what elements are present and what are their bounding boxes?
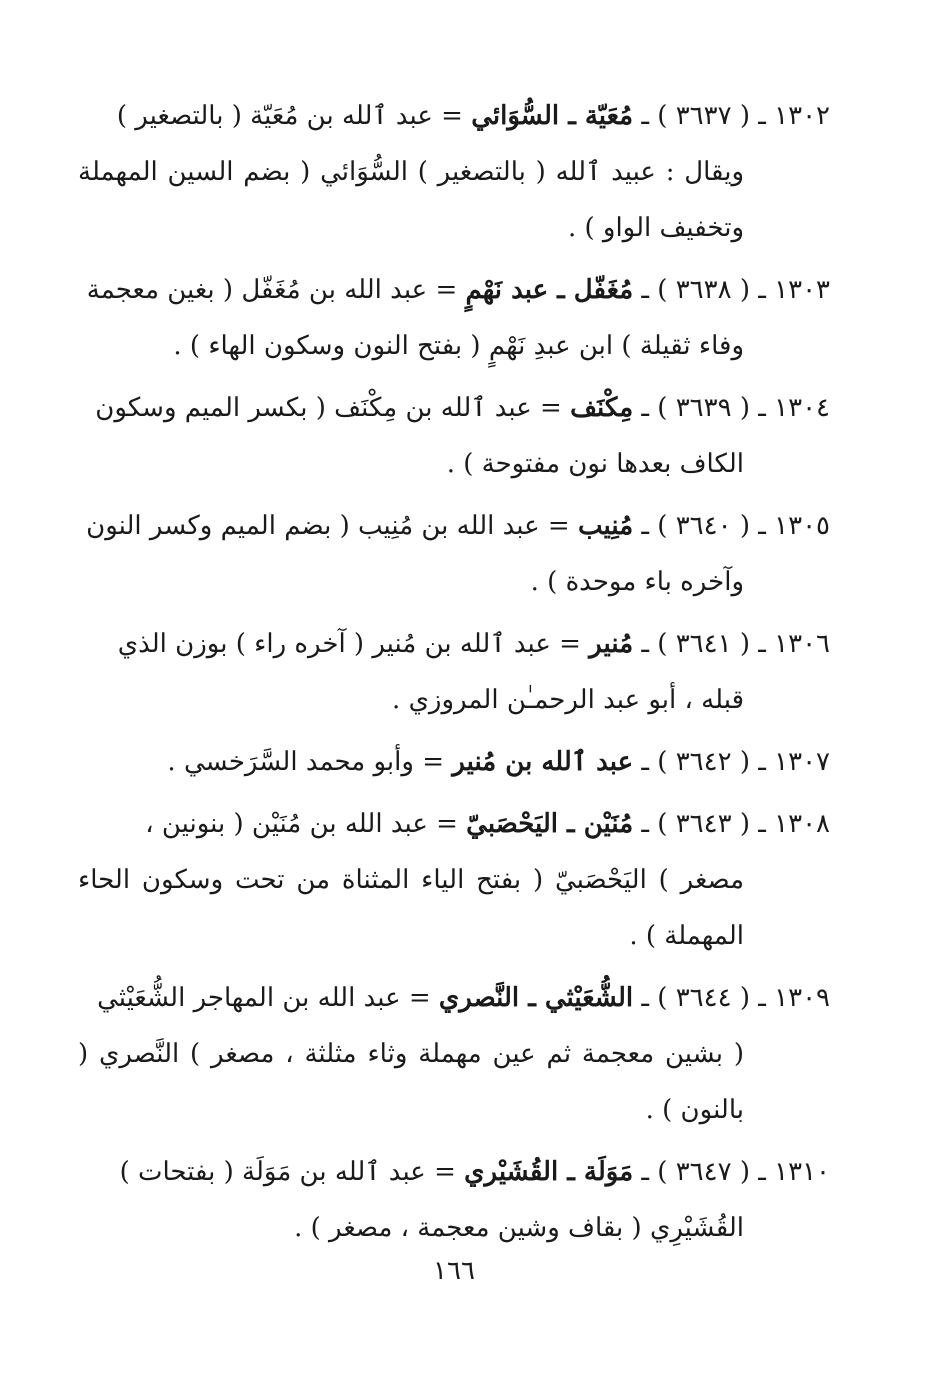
entry-reference: ( ٣٦٤٢ ) <box>657 747 750 777</box>
entry-head: ١٣٠٥ ـ ( ٣٦٤٠ ) ـ مُنِيب <box>577 511 830 541</box>
entry-1303 <box>78 262 830 374</box>
entry-continuation: القُشَيْرِي ( بقاف وشين معجمة ، مصغر ) . <box>294 1213 744 1243</box>
entry-continuation: قبله ، أبو عبد الرحمـٰن المروزي . <box>392 685 744 715</box>
entry-head: ١٣٠٢ ـ ( ٣٦٣٧ ) ـ مُعَيّة ـ السُّوَائي <box>471 101 830 131</box>
entry-reference: ( ٣٦٤١ ) <box>657 629 750 659</box>
entry-head: ١٣٠٤ ـ ( ٣٦٣٩ ) ـ مِكْنَف <box>570 393 830 423</box>
entry-continuation: الكاف بعدها نون مفتوحة ) . <box>446 449 744 479</box>
entry-1306 <box>78 616 830 728</box>
entry-reference: ( ٣٦٤٤ ) <box>657 983 750 1013</box>
page-number: ١٦٦ <box>433 1256 475 1286</box>
entry-number: ١٣٠٢ <box>774 101 830 131</box>
entry-head: ١٣٠٣ ـ ( ٣٦٣٨ ) ـ مُغَفّل ـ عبد نَهْمٍ <box>465 275 830 305</box>
entry-name: مُغَفّل ـ عبد نَهْمٍ <box>465 275 634 305</box>
entry-continuation: مصغر ) اليَحْصَبيّ ( بفتح الياء المثناة من تحت وسكون الحاء المهملة ) . <box>78 865 744 951</box>
entry-line: = عبد الله بن مُغَفّل ( بغين معجمة <box>86 275 458 305</box>
entry-line: = عبد الله بن مُنِيب ( بضم الميم وكسر النون <box>86 511 570 541</box>
entry-line: = عبد ٱلله بن مُعَيّة ( بالتصغير ) <box>116 101 463 131</box>
entry-line: = عبد الله بن مُنَيْن ( بنونين ، <box>145 809 458 839</box>
entry-name: عبد ٱلله بن مُنير <box>452 747 634 777</box>
entry-head: ١٣٠٦ ـ ( ٣٦٤١ ) ـ مُنير <box>589 629 830 659</box>
entry-number: ١٣١٠ <box>774 1157 830 1187</box>
entry-name: الشُّعَيْثي ـ النَّصري <box>438 983 634 1013</box>
entry-head: ١٣٠٧ ـ ( ٣٦٤٢ ) ـ عبد ٱلله بن مُنير <box>452 747 830 777</box>
entry-name: مَوَلَة ـ القُشَيْري <box>464 1157 634 1187</box>
entry-1302 <box>78 88 830 256</box>
entry-line: = وأبو محمد السَّرَخسي . <box>167 747 444 777</box>
entry-1304 <box>78 380 830 492</box>
entry-continuation: ويقال : عبيد ٱلله ( بالتصغير ) السُّوَائي ( بضم السين المهملة وتخفيف الواو ) . <box>78 157 744 243</box>
entry-continuation: وفاء ثقيلة ) ابن عبدِ نَهْمٍ ( بفتح النون وسكون الهاء ) . <box>173 331 744 361</box>
entry-number: ١٣٠٨ <box>774 809 830 839</box>
entry-continuation: وآخره باء موحدة ) . <box>530 567 744 597</box>
entry-name: مُنِيب <box>577 511 634 541</box>
entry-name: مُنَيْن ـ اليَحْصَبيّ <box>466 809 634 839</box>
entry-number: ١٣٠٥ <box>774 511 830 541</box>
entry-number: ١٣٠٦ <box>774 629 830 659</box>
entry-reference: ( ٣٦٣٧ ) <box>657 101 750 131</box>
entry-head: ١٣٠٨ ـ ( ٣٦٤٣ ) ـ مُنَيْن ـ اليَحْصَبيّ <box>466 809 830 839</box>
entry-name: مُنير <box>589 629 634 659</box>
entry-reference: ( ٣٦٤٧ ) <box>657 1157 750 1187</box>
entries-list <box>78 88 830 1256</box>
entry-reference: ( ٣٦٤٣ ) <box>657 809 750 839</box>
entry-number: ١٣٠٣ <box>774 275 830 305</box>
document-page <box>78 88 830 1328</box>
entry-number: ١٣٠٤ <box>774 393 830 423</box>
entry-number: ١٣٠٩ <box>774 983 830 1013</box>
entry-reference: ( ٣٦٣٩ ) <box>657 393 750 423</box>
entry-line: = عبد ٱلله بن مُنير ( آخره راء ) بوزن الذي <box>117 629 581 659</box>
entry-1305 <box>78 498 830 610</box>
entry-1310 <box>78 1144 830 1256</box>
entry-reference: ( ٣٦٣٨ ) <box>657 275 750 305</box>
entry-line: = عبد ٱلله بن مِكْنَف ( بكسر الميم وسكون <box>95 393 562 423</box>
entry-reference: ( ٣٦٤٠ ) <box>657 511 750 541</box>
entry-1309 <box>78 970 830 1138</box>
entry-line: = عبد الله بن المهاجر الشُّعَيْثي <box>97 983 431 1013</box>
entry-number: ١٣٠٧ <box>774 747 830 777</box>
entry-head: ١٣٠٩ ـ ( ٣٦٤٤ ) ـ الشُّعَيْثي ـ النَّصري <box>438 983 830 1013</box>
entry-1308 <box>78 796 830 964</box>
entry-head: ١٣١٠ ـ ( ٣٦٤٧ ) ـ مَوَلَة ـ القُشَيْري <box>464 1157 830 1187</box>
entry-name: مِكْنَف <box>570 393 634 423</box>
entry-1307 <box>78 734 830 790</box>
entry-continuation: ( بشين معجمة ثم عين مهملة وثاء مثلثة ، مصغر ) النَّصري ( بالنون ) . <box>78 1039 744 1125</box>
entry-line: = عبد ٱلله بن مَوَلَة ( بفتحات ) <box>119 1157 456 1187</box>
entry-name: مُعَيّة ـ السُّوَائي <box>471 101 634 131</box>
